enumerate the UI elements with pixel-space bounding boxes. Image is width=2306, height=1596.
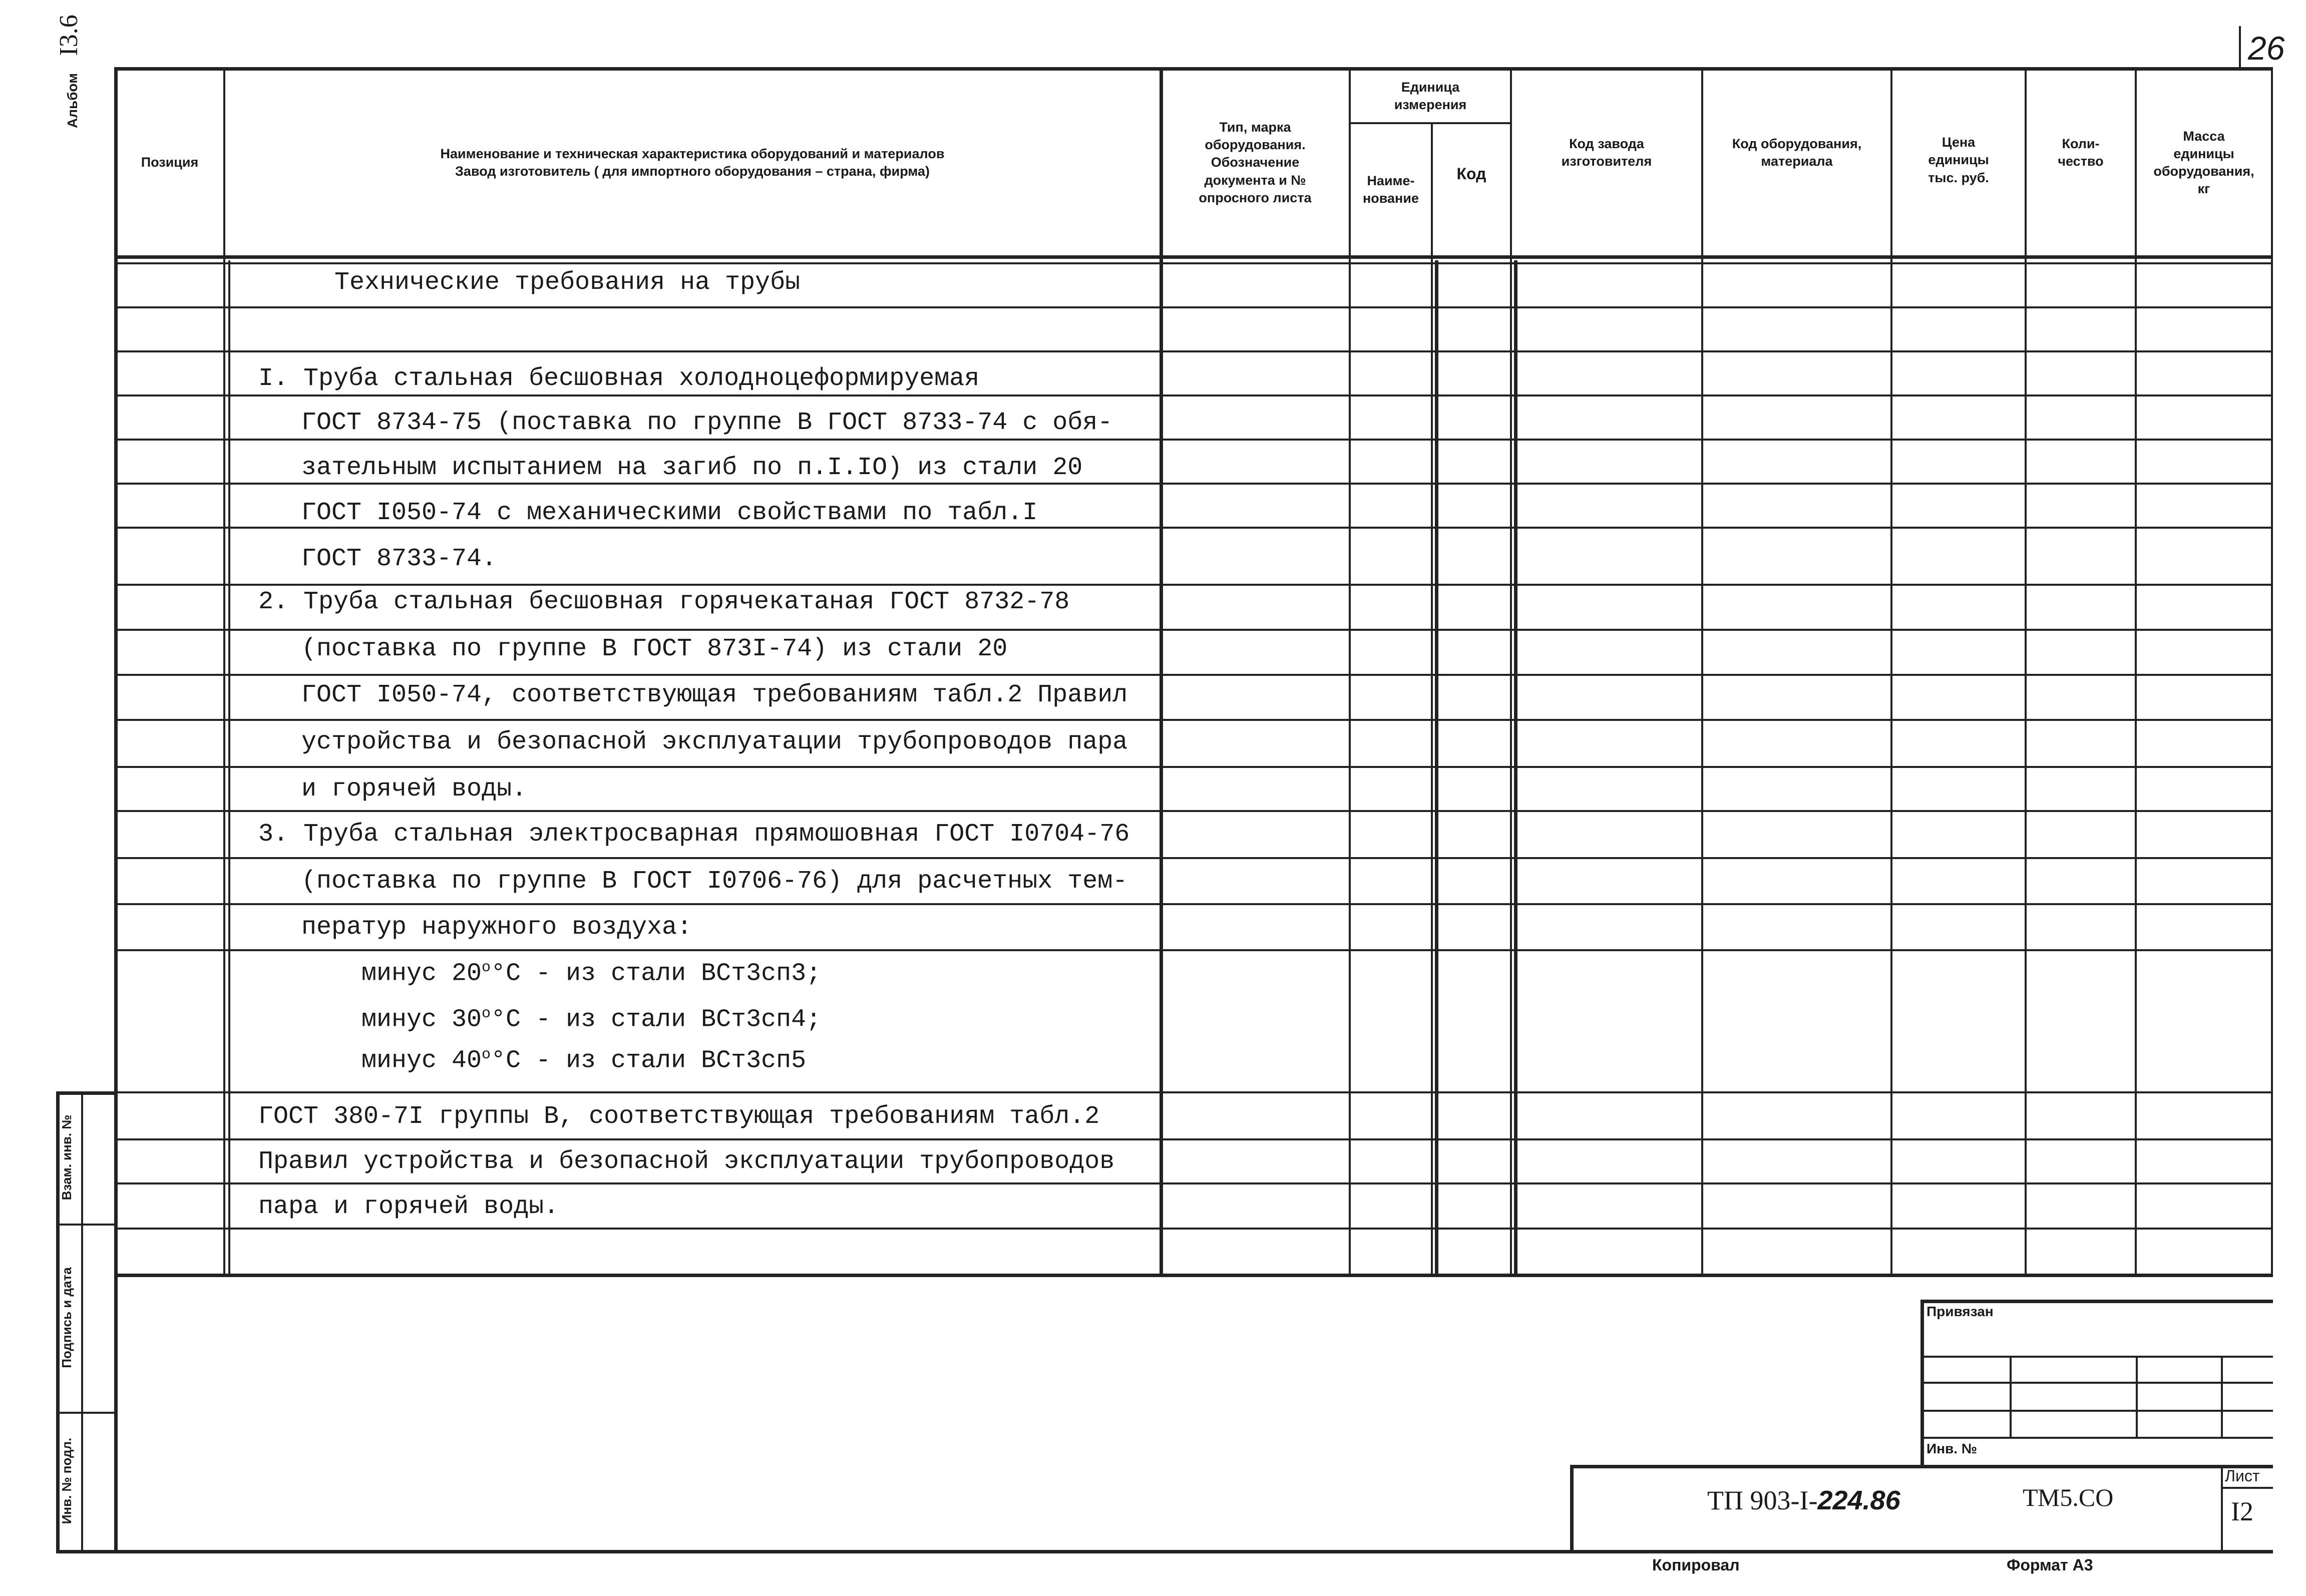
stamp-privyazan: Привязан: [1927, 1304, 1994, 1319]
header-price-line: единицы: [1928, 152, 1989, 168]
header-mass: [2137, 70, 2271, 255]
stamp-list-label: Лист: [2225, 1467, 2260, 1485]
header-factory-code-line: изготовителя: [1561, 154, 1652, 169]
header-unit-name: [1351, 124, 1431, 255]
header-quantity-line: Коли-: [2062, 136, 2100, 151]
album-number: I3.6: [55, 15, 83, 56]
header-unit-code: [1433, 124, 1510, 224]
table-row: (поставка по группе В ГОСТ I0706-76) для расчетных тем-: [301, 867, 1128, 896]
header-unit-name-line: нование: [1363, 191, 1419, 206]
table-row: ГОСТ 380-7I группы В, соответствующая требованиям табл.2: [258, 1102, 1100, 1131]
header-name: [225, 70, 1160, 255]
temp-prefix: минус 20: [361, 959, 482, 988]
stamp-doc-code: [1707, 1485, 1900, 1516]
degree-mark: о: [482, 1005, 491, 1022]
stamp-kopiroval: Копировал: [1652, 1556, 1740, 1574]
header-type-line: оборудования.: [1205, 137, 1306, 153]
header-type-line: Обозначение: [1211, 155, 1300, 170]
temp-suffix: °С - из стали ВСт3сп3;: [491, 959, 822, 988]
table-row: ГОСТ I050-74, соответствующая требованиям табл.2 Правил: [301, 681, 1128, 709]
table-row: ГОСТ 8734-75 (поставка по группе В ГОСТ 8733-74 с обя-: [301, 409, 1113, 437]
header-mass-line: единицы: [2173, 146, 2234, 161]
album-word: Альбом: [65, 73, 80, 128]
header-unit-group: [1351, 70, 1510, 122]
table-row: (поставка по группе В ГОСТ 873I-74) из стали 20: [301, 635, 1008, 663]
header-equipment-code-line: материала: [1761, 154, 1833, 169]
stamp-sheet-code: ТМ5.СО: [2023, 1483, 2114, 1511]
header-factory-code-line: Код завода: [1569, 136, 1644, 151]
header-equipment-code: [1703, 70, 1890, 235]
table-row: Правил устройства и безопасной эксплуатации трубопроводов: [258, 1147, 1115, 1176]
stamp-list-value: I2: [2231, 1496, 2253, 1526]
table-row-temp: [361, 1047, 806, 1074]
stamp-format: Формат А3: [2007, 1556, 2093, 1574]
stamp-doc-code-print: ТП 903-I-: [1707, 1485, 1818, 1515]
header-mass-line: оборудования,: [2153, 164, 2254, 179]
header-position: [116, 70, 223, 255]
header-type-line: Тип, марка: [1219, 120, 1291, 135]
table-row: устройства и безопасной эксплуатации трубопроводов пара: [301, 728, 1128, 756]
table-row: пара и горячей воды.: [258, 1192, 559, 1221]
header-name-line1: Наименование и техническая характеристика оборудований и материалов: [440, 146, 945, 161]
header-name-line2: Завод изготовитель ( для импортного оборудования – страна, фирма): [455, 164, 930, 179]
table-row: ГОСТ 8733-74.: [301, 545, 497, 573]
temp-prefix: минус 40: [361, 1046, 482, 1075]
side-label-inv: Инв. № подл.: [59, 1437, 74, 1524]
page-number-rule: [2239, 26, 2241, 69]
header-type: [1162, 70, 1349, 255]
table-row-title: Технические требования на трубы: [334, 268, 801, 297]
table-row: зательным испытанием на загиб по п.I.IO) из стали 20: [301, 454, 1083, 482]
table-row-temp: [361, 960, 821, 987]
table-row: и горячей воды.: [301, 775, 527, 804]
degree-mark: о: [482, 1046, 491, 1063]
header-factory-code: [1512, 70, 1701, 235]
header-unit-name-line: Наиме-: [1367, 173, 1415, 188]
degree-mark: о: [482, 959, 491, 976]
stamp-doc-code-hand: 224.86: [1817, 1485, 1900, 1515]
header-mass-line: Масса: [2183, 128, 2225, 144]
stamp-inv-no: Инв. №: [1927, 1441, 1978, 1456]
header-unit-group-line: измерения: [1394, 97, 1467, 112]
page-number: 26: [2248, 30, 2285, 67]
header-price: [1892, 70, 2025, 250]
header-price-line: Цена: [1942, 135, 1976, 150]
table-row: ператур наружного воздуха:: [301, 913, 692, 942]
side-label-vzam: Взам. инв. №: [59, 1114, 74, 1201]
header-type-line: документа и №: [1204, 172, 1306, 188]
header-type-line: опросного листа: [1199, 190, 1312, 205]
album-label: [54, 0, 99, 128]
temp-suffix: °С - из стали ВСт3сп5: [491, 1046, 807, 1075]
table-row: 3. Труба стальная электросварная прямошовная ГОСТ I0704-76: [258, 820, 1130, 849]
table-row: 2. Труба стальная бесшовная горячекатаная ГОСТ 8732-78: [258, 588, 1070, 616]
table-row: ГОСТ I050-74 с механическими свойствами по табл.I: [301, 499, 1038, 527]
header-quantity: [2027, 70, 2135, 235]
header-quantity-line: чество: [2058, 154, 2104, 169]
temp-suffix: °С - из стали ВСт3сп4;: [491, 1005, 822, 1034]
side-label-podpis: Подпись и дата: [59, 1267, 74, 1368]
header-unit-code-text: Код: [1456, 165, 1486, 183]
header-position-text: Позиция: [141, 155, 199, 170]
table-row-temp: [361, 1006, 821, 1033]
header-equipment-code-line: Код оборудования,: [1732, 136, 1862, 151]
header-price-line: тыс. руб.: [1928, 170, 1989, 185]
header-mass-line: кг: [2197, 181, 2210, 197]
temp-prefix: минус 30: [361, 1005, 482, 1034]
header-unit-group-line: Единица: [1401, 79, 1460, 95]
table-row: I. Труба стальная бесшовная холодноцеформируемая: [258, 364, 980, 393]
